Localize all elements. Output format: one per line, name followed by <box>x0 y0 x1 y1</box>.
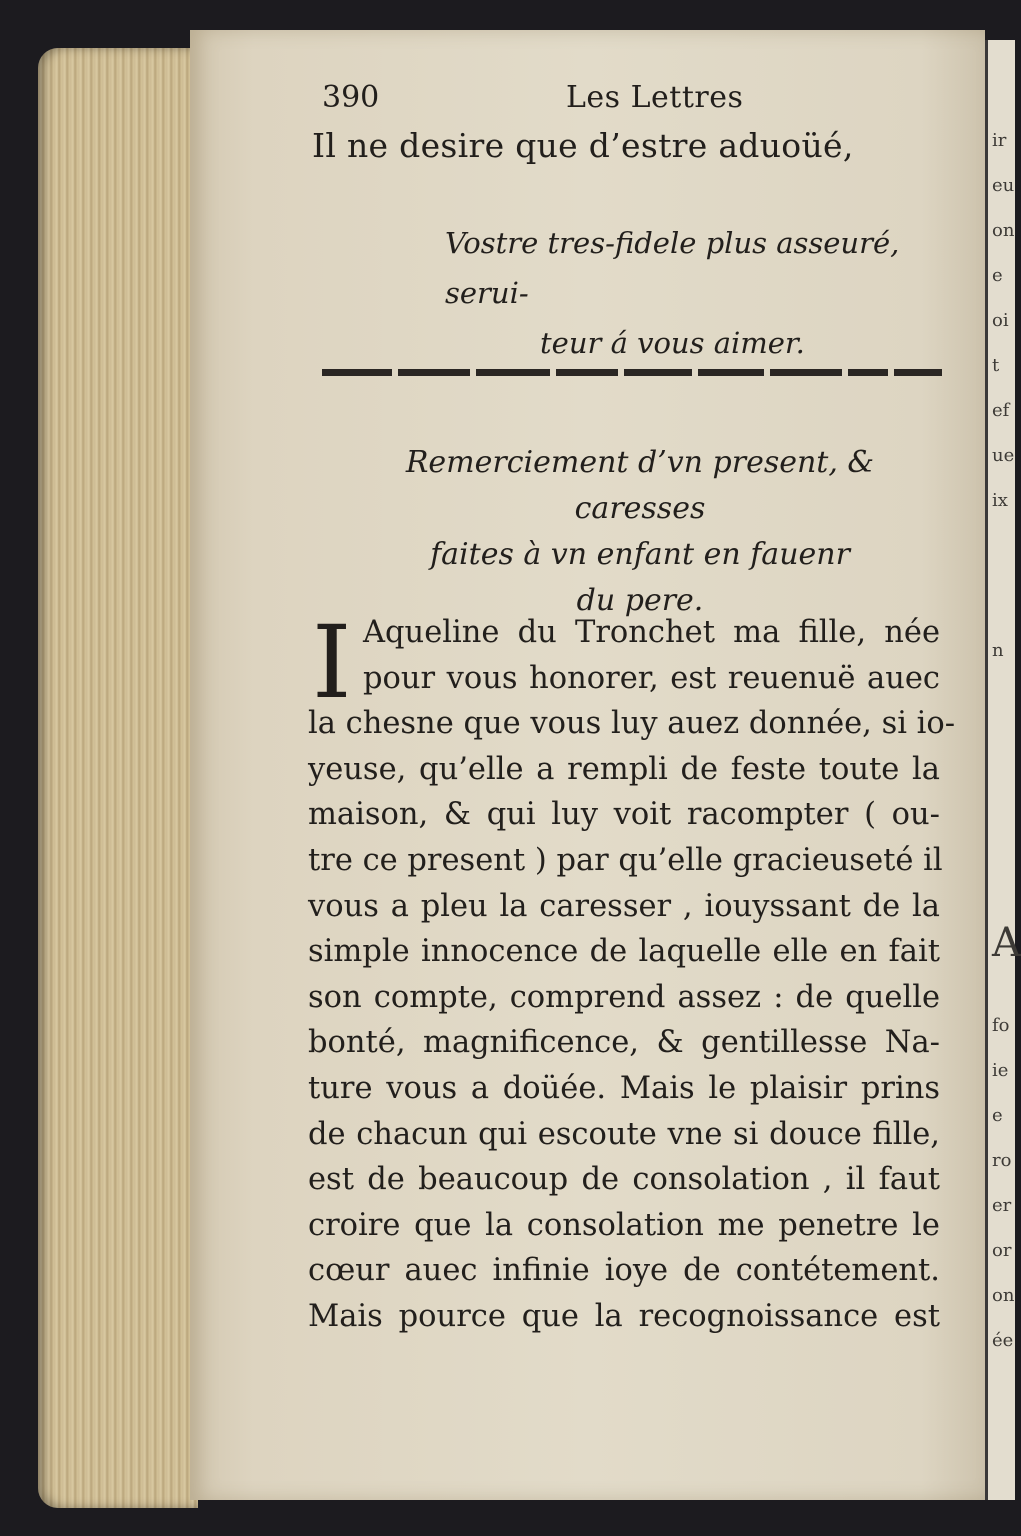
closing-line: teur á vous aimer. <box>540 326 805 360</box>
body-line: est de beaucoup de consolation , il faut <box>308 1162 940 1198</box>
facing-fragment: eu <box>992 175 1015 196</box>
body-line: la chesne que vous luy auez donnée, si io- <box>308 706 956 742</box>
body-line: vous a pleu la caresser , iouyssant de la <box>308 888 940 924</box>
rule-segment <box>848 369 888 376</box>
body-line: son compte, comprend assez : de quelle <box>308 979 940 1015</box>
body-line: tre ce present ) par qu’elle gracieuseté il <box>308 842 943 878</box>
body-line: bonté, magnificence, & gentillesse Na- <box>308 1025 940 1061</box>
facing-fragment: ix <box>992 490 1008 511</box>
facing-fragment: oi <box>992 310 1009 331</box>
letter-body <box>308 604 956 1340</box>
rule-segment <box>894 369 942 376</box>
facing-fragment: ir <box>992 130 1007 151</box>
rule-segment <box>322 369 392 376</box>
facing-fragment: t <box>992 355 1000 376</box>
facing-fragment: n <box>992 640 1004 661</box>
title-line: Remerciement d’vn present, & caresses <box>405 445 875 526</box>
body-line: croire que la consolation me penetre le <box>308 1207 940 1243</box>
rule-segment <box>476 369 550 376</box>
drop-cap: I <box>312 604 352 721</box>
body-line: yeuse, qu’elle a rempli de feste toute la <box>308 751 940 787</box>
ornamental-rule <box>322 366 942 378</box>
facing-fragment: e <box>992 1105 1003 1126</box>
body-line: maison, & qui luy voit racompter ( ou- <box>308 797 940 833</box>
body-line: cœur auec infinie ioye de contétement. <box>308 1253 940 1289</box>
running-head: Les Lettres <box>566 80 744 115</box>
rule-segment <box>698 369 764 376</box>
rule-segment <box>398 369 470 376</box>
body-line: Aqueline du Tronchet ma fille, née <box>363 615 940 650</box>
title-line: faites à vn enfant en fauenr <box>430 537 850 572</box>
facing-fragment: ef <box>992 400 1010 421</box>
letter-closing <box>445 218 965 368</box>
body-line: simple innocence de laquelle elle en fait <box>308 934 940 970</box>
facing-fragment: e <box>992 265 1003 286</box>
facing-fragment: ie <box>992 1060 1009 1081</box>
facing-page-edge <box>985 40 1021 1500</box>
rule-segment <box>770 369 842 376</box>
rule-segment <box>556 369 618 376</box>
facing-fragment: ue <box>992 445 1015 466</box>
facing-fragment: er <box>992 1195 1012 1216</box>
facing-fragment: ro <box>992 1150 1012 1171</box>
facing-fragment: ée <box>992 1330 1014 1351</box>
body-line: Mais pource que la recognoissance est <box>308 1298 940 1334</box>
title-line: du pere. <box>576 583 704 618</box>
page-number: 390 <box>322 80 380 115</box>
facing-fragment: A <box>992 920 1021 966</box>
body-line: pour vous honorer, est reuenuë auec <box>363 660 940 696</box>
facing-fragment: on <box>992 1285 1015 1306</box>
body-line: de chacun qui escoute vne si douce fille, <box>308 1116 940 1152</box>
body-line: ture vous a doüée. Mais le plaisir prins <box>308 1070 940 1106</box>
page-edges <box>38 48 198 1508</box>
facing-fragment: fo <box>992 1015 1010 1036</box>
facing-fragment: on <box>992 220 1015 241</box>
facing-fragment: or <box>992 1240 1012 1261</box>
section-title <box>340 440 940 624</box>
rule-segment <box>624 369 692 376</box>
carryover-line: Il ne desire que d’estre aduoüé, <box>312 126 854 165</box>
closing-line: Vostre tres-fidele plus asseuré, serui- <box>445 226 900 310</box>
